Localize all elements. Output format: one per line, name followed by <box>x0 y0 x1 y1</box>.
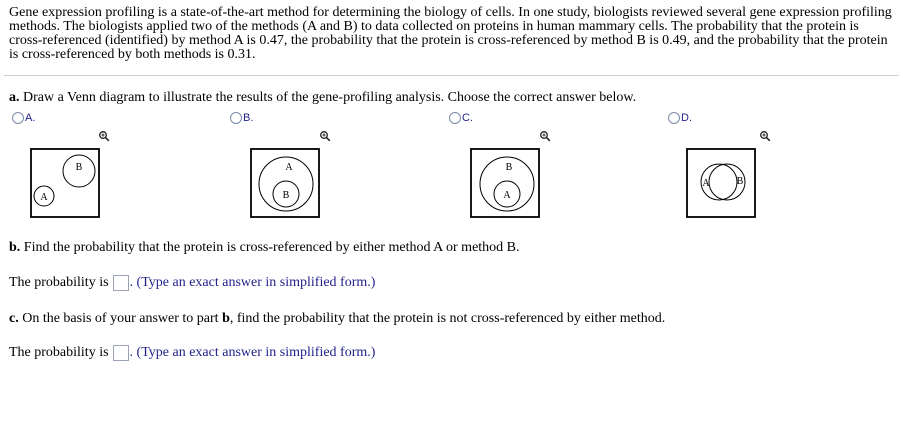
part-a-text: Draw a Venn diagram to illustrate the results of the gene-profiling analysis. Choose the correct answer below. <box>19 90 637 105</box>
answer-instruction: . (Type an exact answer in simplified form.) <box>129 345 376 360</box>
answer-input-c[interactable] <box>113 345 129 361</box>
choice-a-letter: A. <box>25 112 36 124</box>
choice-c-letter: C. <box>462 112 473 124</box>
choice-b-radio[interactable] <box>230 112 253 124</box>
venn-diagram-b <box>250 148 320 218</box>
problem-statement: Gene expression profiling is a state-of-the-art method for determining the biology of cells. In one study, biologists reviewed several gene expression profiling methods. The biologists applied two of the methods (A and B) to data collected on proteins in human mammary cells. The probability that the protein is cross-referenced (identified) by method A is 0.47, the probability that the protein is cross-referenced by method B is 0.49, and the probability that the protein is cross-referenced by both methods is 0.31. <box>9 5 892 62</box>
part-c-text-bold: b <box>222 311 230 326</box>
radio-circle[interactable] <box>449 112 461 124</box>
circle-label: A <box>40 192 48 203</box>
radio-circle[interactable] <box>668 112 680 124</box>
radio-circle[interactable] <box>230 112 242 124</box>
choice-d-radio[interactable] <box>668 112 692 124</box>
part-c-text: On the basis of your answer to part <box>18 311 223 326</box>
choice-c-radio[interactable] <box>449 112 473 124</box>
part-c-text-end: , find the probability that the protein is not cross-referenced by either method. <box>229 311 666 326</box>
part-a-label: a. <box>9 90 20 105</box>
part-c-answer-row <box>9 345 375 361</box>
choice-b-letter: B. <box>243 112 254 124</box>
circle-label: A <box>702 178 710 189</box>
zoom-icon[interactable] <box>319 130 331 142</box>
part-b-answer-row <box>9 275 375 291</box>
answer-instruction: . (Type an exact answer in simplified form.) <box>129 275 376 290</box>
part-a-question <box>9 90 636 106</box>
choice-a-radio[interactable] <box>12 112 35 124</box>
zoom-icon[interactable] <box>539 130 551 142</box>
venn-diagram-d <box>686 148 756 218</box>
circle-label: B <box>282 190 290 201</box>
part-b-label: b. <box>9 240 21 255</box>
circle-label: A <box>503 190 511 201</box>
circle-label: B <box>736 176 744 187</box>
part-b-question <box>9 240 520 256</box>
radio-circle[interactable] <box>12 112 24 124</box>
circle-label: B <box>75 162 83 173</box>
part-c-label: c. <box>9 311 19 326</box>
part-b-text: Find the probability that the protein is cross-referenced by either method A or method B. <box>20 240 520 255</box>
part-c-question <box>9 311 665 327</box>
answer-prefix: The probability is <box>9 275 109 290</box>
section-divider <box>4 75 899 76</box>
answer-input-b[interactable] <box>113 275 129 291</box>
venn-diagram-a <box>30 148 100 218</box>
venn-diagram-c <box>470 148 540 218</box>
zoom-icon[interactable] <box>98 130 110 142</box>
answer-prefix: The probability is <box>9 345 109 360</box>
circle-label: B <box>505 162 513 173</box>
sample-space-rect <box>31 149 99 217</box>
circle-label: A <box>285 162 293 173</box>
zoom-icon[interactable] <box>759 130 771 142</box>
choice-d-letter: D. <box>681 112 692 124</box>
